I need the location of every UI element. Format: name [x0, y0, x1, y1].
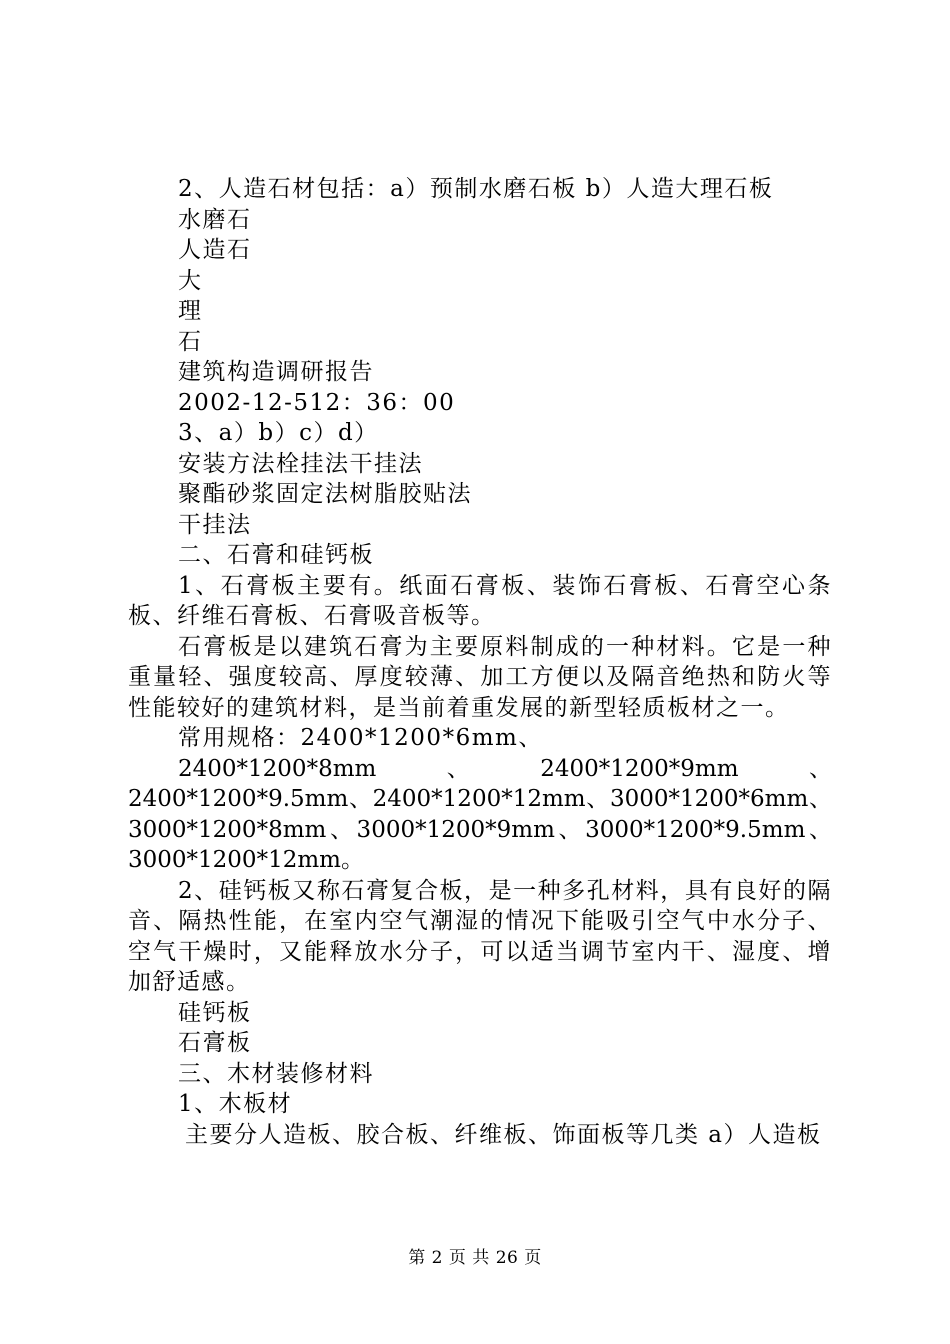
text-line: 3、a）b）c）d） [178, 420, 379, 446]
section-heading: 二、石膏和硅钙板 [178, 542, 374, 568]
document-body [128, 174, 832, 1150]
text-line: 硅钙板 [178, 999, 252, 1026]
text-line: 安装方法栓挂法干挂法 [178, 450, 423, 477]
paragraph: 石膏板是以建筑石膏为主要原料制成的一种材料。它是一种重量轻、强度较高、厚度较薄、加工方便以及隔音绝热和防火等性能较好的建筑材料，是当前着重发展的新型轻质板材之一。 [128, 633, 832, 721]
paragraph: 主要分人造板、胶合板、纤维板、饰面板等几类 a）人造板 [185, 1121, 822, 1148]
text-line: 大 [178, 267, 203, 294]
paragraph: 2、硅钙板又称石膏复合板，是一种多孔材料，具有良好的隔音、隔热性能，在室内空气潮湿的情况下能吸引空气中水分子、空气干燥时，又能释放水分子，可以适当调节室内干、湿度、增加舒适感。 [128, 877, 832, 995]
text-line: 干挂法 [178, 511, 252, 538]
text-line: 理 [178, 298, 203, 324]
paragraph: 1、石膏板主要有。纸面石膏板、装饰石膏板、石膏空心条板、纤维石膏板、石膏吸音板等。 [128, 572, 832, 629]
text-line: 建筑构造调研报告 [178, 359, 374, 385]
text-line: 2002-12-512：36：00 [178, 389, 456, 416]
page-footer: 第 2 页 共 26 页 [408, 1248, 542, 1268]
section-heading: 三、木材装修材料 [178, 1060, 374, 1087]
text-line: 1、木板材 [178, 1091, 293, 1117]
text-line: 水磨石 [178, 206, 252, 233]
text-line: 常用规格：2400*1200*6mm、 [178, 725, 543, 751]
text-line: 2、人造石材包括：a）预制水磨石板 b）人造大理石板 [178, 176, 774, 202]
text-line: 石膏板 [178, 1030, 252, 1056]
text-line: 人造石 [178, 237, 252, 263]
paragraph: 2400*1200*8mm、2400*1200*9mm、2400*1200*9.5mm、2400*1200*12mm、3000*1200*6mm、3000*1200*8mm、3000*1200*9mm、3000*1200*9.5mm、3000*1200*12mm。 [128, 755, 832, 873]
text-line: 石 [178, 328, 203, 355]
text-line: 聚酯砂浆固定法树脂胶贴法 [178, 481, 472, 507]
